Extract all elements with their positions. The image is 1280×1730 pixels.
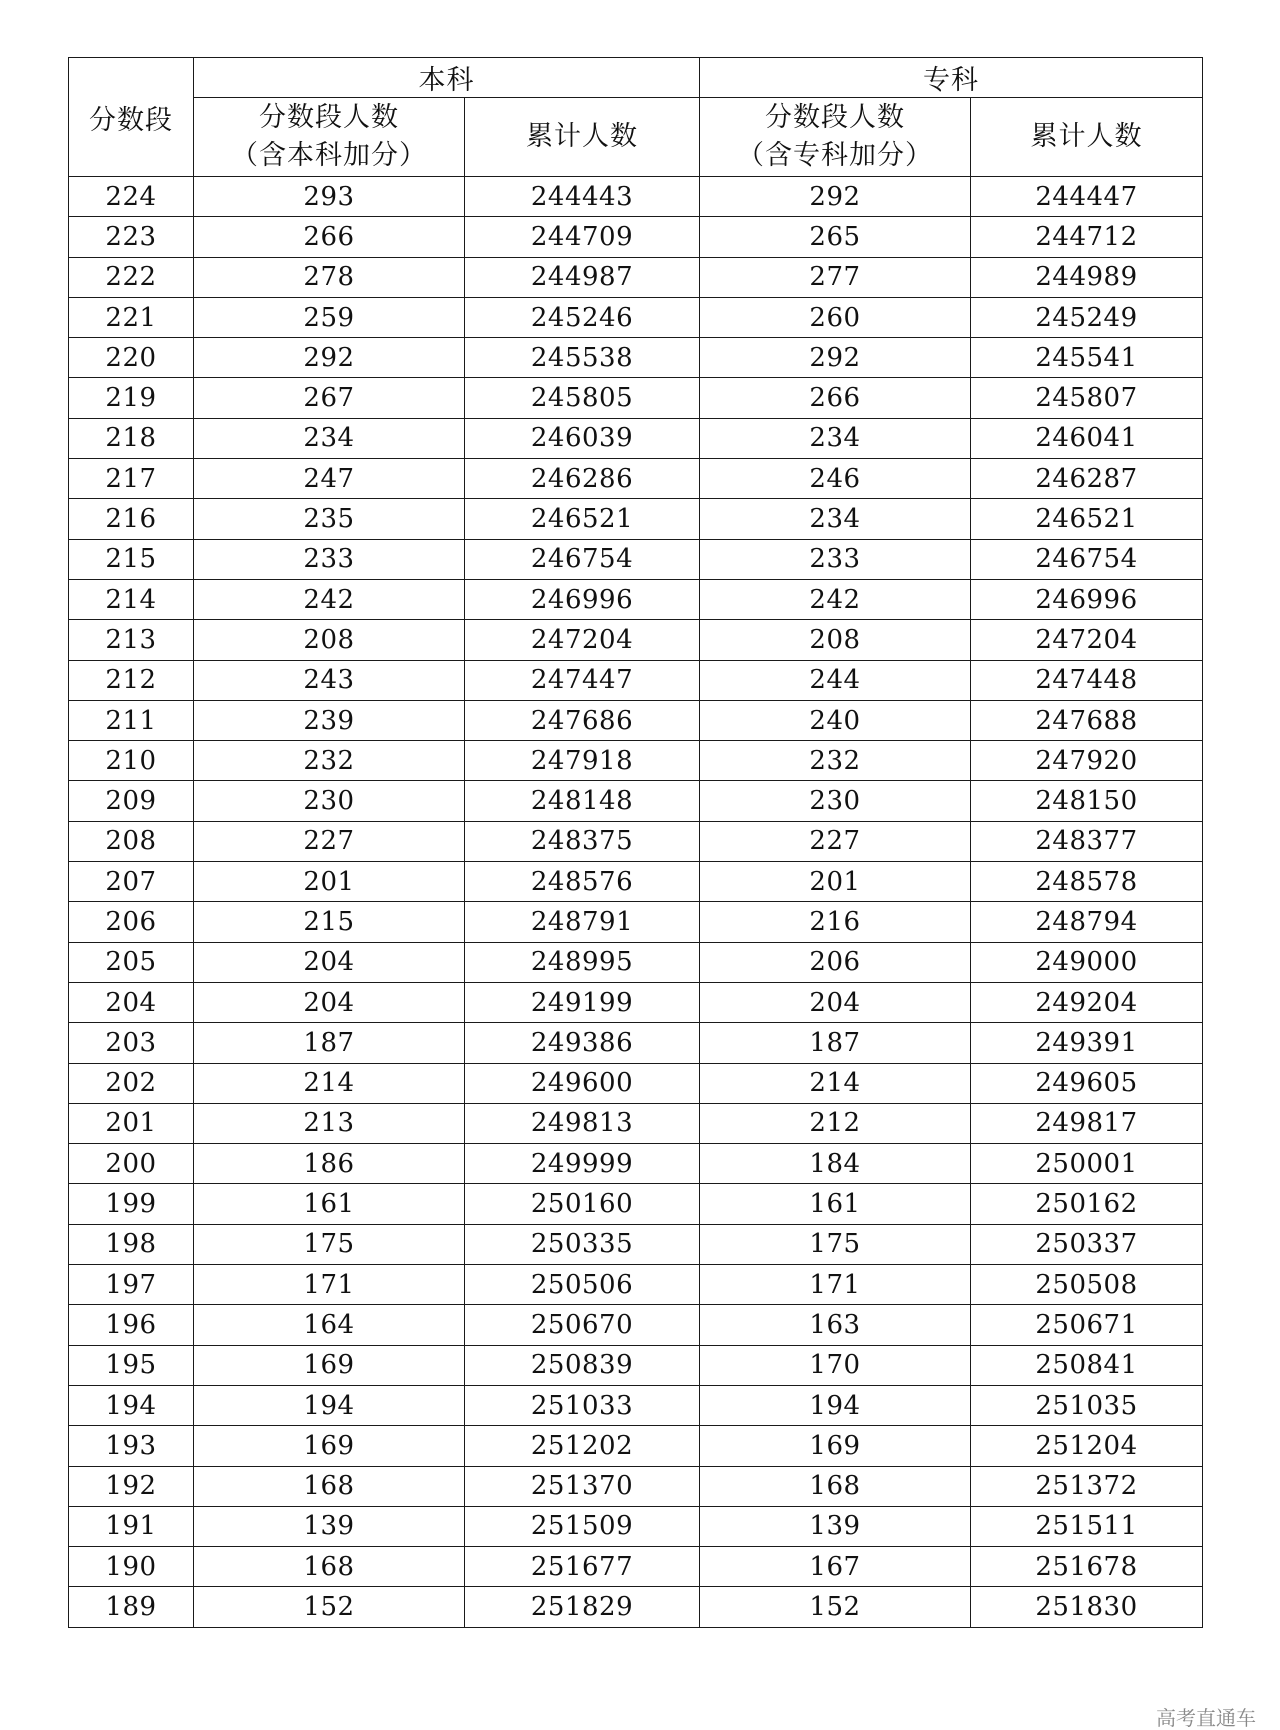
cell-score: 216 [69,499,194,539]
table-body [69,177,1203,1628]
cell-score: 224 [69,177,194,217]
cell-score: 215 [69,539,194,579]
cell-score: 197 [69,1265,194,1305]
cell-score: 195 [69,1345,194,1385]
cell-undergrad-cumulative: 248375 [465,821,700,861]
cell-undergrad-count: 187 [194,1023,465,1063]
cell-junior-count: 246 [700,459,971,499]
table-row [69,338,1203,378]
cell-undergrad-count: 161 [194,1184,465,1224]
cell-undergrad-cumulative: 251829 [465,1587,700,1627]
cell-undergrad-count: 278 [194,257,465,297]
cell-junior-cumulative: 246287 [971,459,1203,499]
table-row [69,781,1203,821]
cell-undergrad-cumulative: 250839 [465,1345,700,1385]
cell-undergrad-cumulative: 246521 [465,499,700,539]
cell-junior-cumulative: 247204 [971,620,1203,660]
cell-junior-count: 212 [700,1103,971,1143]
header-undergrad-group: 本科 [194,58,700,98]
cell-undergrad-count: 214 [194,1063,465,1103]
cell-undergrad-count: 230 [194,781,465,821]
score-distribution-table [68,57,1203,1628]
table-row [69,418,1203,458]
cell-junior-count: 170 [700,1345,971,1385]
cell-undergrad-cumulative: 245538 [465,338,700,378]
cell-score: 221 [69,297,194,337]
cell-junior-cumulative: 249000 [971,942,1203,982]
cell-score: 207 [69,862,194,902]
cell-undergrad-cumulative: 248995 [465,942,700,982]
cell-junior-cumulative: 249817 [971,1103,1203,1143]
table-row [69,1426,1203,1466]
cell-junior-cumulative: 249204 [971,982,1203,1022]
cell-junior-cumulative: 251035 [971,1385,1203,1425]
cell-junior-cumulative: 250337 [971,1224,1203,1264]
cell-undergrad-cumulative: 250670 [465,1305,700,1345]
cell-junior-count: 139 [700,1506,971,1546]
cell-undergrad-cumulative: 246039 [465,418,700,458]
cell-junior-count: 292 [700,338,971,378]
cell-score: 217 [69,459,194,499]
cell-undergrad-cumulative: 246996 [465,579,700,619]
table-row [69,1144,1203,1184]
cell-junior-cumulative: 251372 [971,1466,1203,1506]
cell-undergrad-cumulative: 245805 [465,378,700,418]
cell-undergrad-count: 247 [194,459,465,499]
cell-score: 204 [69,982,194,1022]
cell-junior-cumulative: 248150 [971,781,1203,821]
cell-junior-count: 194 [700,1385,971,1425]
cell-junior-cumulative: 249605 [971,1063,1203,1103]
cell-score: 223 [69,217,194,257]
cell-score: 198 [69,1224,194,1264]
cell-junior-count: 232 [700,741,971,781]
cell-undergrad-cumulative: 248148 [465,781,700,821]
cell-undergrad-cumulative: 245246 [465,297,700,337]
cell-junior-count: 227 [700,821,971,861]
cell-score: 199 [69,1184,194,1224]
cell-junior-cumulative: 251204 [971,1426,1203,1466]
cell-undergrad-cumulative: 249199 [465,982,700,1022]
header-undergrad-count-line1: 分数段人数 [259,102,399,133]
header-junior-count [700,98,971,177]
cell-junior-count: 234 [700,499,971,539]
cell-undergrad-cumulative: 249386 [465,1023,700,1063]
cell-junior-count: 175 [700,1224,971,1264]
table-row [69,1224,1203,1264]
cell-undergrad-cumulative: 250506 [465,1265,700,1305]
table-row [69,620,1203,660]
cell-undergrad-cumulative: 251202 [465,1426,700,1466]
table-row [69,1265,1203,1305]
cell-junior-count: 201 [700,862,971,902]
cell-score: 206 [69,902,194,942]
cell-junior-count: 171 [700,1265,971,1305]
cell-undergrad-count: 194 [194,1385,465,1425]
cell-undergrad-cumulative: 249999 [465,1144,700,1184]
cell-junior-count: 266 [700,378,971,418]
cell-undergrad-count: 186 [194,1144,465,1184]
table-row [69,1345,1203,1385]
cell-undergrad-count: 215 [194,902,465,942]
cell-junior-count: 277 [700,257,971,297]
cell-junior-count: 163 [700,1305,971,1345]
cell-undergrad-cumulative: 251677 [465,1547,700,1587]
cell-undergrad-count: 227 [194,821,465,861]
cell-score: 218 [69,418,194,458]
cell-junior-cumulative: 247448 [971,660,1203,700]
cell-undergrad-count: 204 [194,942,465,982]
cell-junior-cumulative: 250162 [971,1184,1203,1224]
cell-undergrad-count: 234 [194,418,465,458]
cell-junior-count: 260 [700,297,971,337]
cell-junior-count: 265 [700,217,971,257]
cell-junior-cumulative: 244989 [971,257,1203,297]
table-row [69,1305,1203,1345]
cell-undergrad-count: 168 [194,1547,465,1587]
table-row [69,378,1203,418]
watermark-text: 高考直通车 [1156,1706,1256,1730]
header-junior-count-line1: 分数段人数 [765,102,905,133]
header-junior-group: 专科 [700,58,1203,98]
cell-junior-count: 204 [700,982,971,1022]
cell-junior-count: 234 [700,418,971,458]
cell-undergrad-count: 175 [194,1224,465,1264]
cell-undergrad-cumulative: 249600 [465,1063,700,1103]
table-row [69,862,1203,902]
cell-junior-cumulative: 249391 [971,1023,1203,1063]
cell-score: 196 [69,1305,194,1345]
cell-score: 211 [69,700,194,740]
table-row [69,660,1203,700]
header-undergrad-count-line2: （含本科加分） [231,140,427,171]
cell-score: 192 [69,1466,194,1506]
cell-undergrad-cumulative: 249813 [465,1103,700,1143]
cell-undergrad-count: 152 [194,1587,465,1627]
table-row [69,297,1203,337]
cell-undergrad-count: 204 [194,982,465,1022]
cell-undergrad-cumulative: 247918 [465,741,700,781]
cell-score: 210 [69,741,194,781]
cell-junior-cumulative: 246521 [971,499,1203,539]
table-row [69,1184,1203,1224]
cell-undergrad-count: 293 [194,177,465,217]
table-row [69,741,1203,781]
cell-junior-count: 208 [700,620,971,660]
cell-junior-cumulative: 245541 [971,338,1203,378]
table-row [69,700,1203,740]
cell-undergrad-count: 169 [194,1426,465,1466]
header-junior-count-line2: （含专科加分） [737,140,933,171]
table-row [69,217,1203,257]
cell-junior-cumulative: 248794 [971,902,1203,942]
header-undergrad-count [194,98,465,177]
cell-undergrad-cumulative: 246286 [465,459,700,499]
cell-undergrad-cumulative: 251033 [465,1385,700,1425]
table-row [69,821,1203,861]
cell-score: 208 [69,821,194,861]
cell-junior-count: 184 [700,1144,971,1184]
cell-junior-cumulative: 250841 [971,1345,1203,1385]
cell-undergrad-count: 168 [194,1466,465,1506]
cell-score: 212 [69,660,194,700]
cell-score: 191 [69,1506,194,1546]
cell-junior-cumulative: 250508 [971,1265,1203,1305]
cell-junior-cumulative: 244712 [971,217,1203,257]
cell-score: 190 [69,1547,194,1587]
cell-undergrad-count: 139 [194,1506,465,1546]
table-row [69,1023,1203,1063]
cell-undergrad-count: 169 [194,1345,465,1385]
cell-score: 202 [69,1063,194,1103]
cell-undergrad-cumulative: 244443 [465,177,700,217]
table-row [69,1063,1203,1103]
table-row [69,579,1203,619]
cell-undergrad-cumulative: 247447 [465,660,700,700]
cell-junior-count: 216 [700,902,971,942]
cell-junior-count: 161 [700,1184,971,1224]
cell-junior-cumulative: 250001 [971,1144,1203,1184]
table-row [69,1587,1203,1627]
cell-undergrad-cumulative: 246754 [465,539,700,579]
cell-junior-cumulative: 250671 [971,1305,1203,1345]
cell-junior-cumulative: 244447 [971,177,1203,217]
cell-undergrad-count: 201 [194,862,465,902]
cell-undergrad-cumulative: 244709 [465,217,700,257]
header-score-band: 分数段 [69,58,194,177]
cell-junior-cumulative: 247920 [971,741,1203,781]
cell-junior-cumulative: 251511 [971,1506,1203,1546]
table-row [69,1103,1203,1143]
cell-junior-count: 233 [700,539,971,579]
cell-undergrad-cumulative: 244987 [465,257,700,297]
cell-undergrad-cumulative: 248576 [465,862,700,902]
cell-junior-count: 152 [700,1587,971,1627]
cell-undergrad-cumulative: 250335 [465,1224,700,1264]
cell-undergrad-count: 232 [194,741,465,781]
header-undergrad-cumulative: 累计人数 [465,98,700,177]
cell-score: 193 [69,1426,194,1466]
cell-undergrad-cumulative: 247204 [465,620,700,660]
cell-junior-cumulative: 251830 [971,1587,1203,1627]
cell-junior-count: 167 [700,1547,971,1587]
cell-undergrad-cumulative: 248791 [465,902,700,942]
table-row [69,942,1203,982]
table-row [69,459,1203,499]
cell-junior-cumulative: 247688 [971,700,1203,740]
cell-junior-cumulative: 248377 [971,821,1203,861]
cell-junior-count: 240 [700,700,971,740]
cell-undergrad-cumulative: 247686 [465,700,700,740]
cell-score: 219 [69,378,194,418]
cell-score: 220 [69,338,194,378]
cell-undergrad-count: 292 [194,338,465,378]
cell-score: 205 [69,942,194,982]
cell-undergrad-cumulative: 251370 [465,1466,700,1506]
cell-junior-count: 244 [700,660,971,700]
header-junior-cumulative: 累计人数 [971,98,1203,177]
cell-undergrad-count: 243 [194,660,465,700]
cell-junior-count: 230 [700,781,971,821]
cell-undergrad-count: 266 [194,217,465,257]
table-row [69,1506,1203,1546]
cell-score: 213 [69,620,194,660]
cell-junior-count: 214 [700,1063,971,1103]
cell-junior-count: 187 [700,1023,971,1063]
cell-undergrad-count: 171 [194,1265,465,1305]
cell-undergrad-count: 242 [194,579,465,619]
cell-undergrad-count: 164 [194,1305,465,1345]
cell-undergrad-count: 239 [194,700,465,740]
cell-score: 222 [69,257,194,297]
cell-junior-count: 206 [700,942,971,982]
cell-undergrad-count: 235 [194,499,465,539]
cell-junior-cumulative: 246996 [971,579,1203,619]
table-row [69,902,1203,942]
table-row [69,499,1203,539]
cell-junior-cumulative: 251678 [971,1547,1203,1587]
cell-score: 209 [69,781,194,821]
cell-junior-count: 242 [700,579,971,619]
table-row [69,1547,1203,1587]
table-row [69,982,1203,1022]
table-row [69,1385,1203,1425]
cell-score: 194 [69,1385,194,1425]
cell-junior-count: 292 [700,177,971,217]
cell-junior-cumulative: 245249 [971,297,1203,337]
cell-undergrad-count: 213 [194,1103,465,1143]
cell-junior-cumulative: 246754 [971,539,1203,579]
cell-junior-cumulative: 245807 [971,378,1203,418]
cell-undergrad-count: 267 [194,378,465,418]
cell-score: 200 [69,1144,194,1184]
cell-undergrad-count: 259 [194,297,465,337]
cell-undergrad-count: 208 [194,620,465,660]
cell-junior-count: 168 [700,1466,971,1506]
cell-score: 214 [69,579,194,619]
cell-junior-cumulative: 246041 [971,418,1203,458]
cell-undergrad-count: 233 [194,539,465,579]
cell-score: 203 [69,1023,194,1063]
table-row [69,257,1203,297]
table-row [69,539,1203,579]
cell-score: 189 [69,1587,194,1627]
table-row [69,1466,1203,1506]
cell-undergrad-cumulative: 250160 [465,1184,700,1224]
table-row [69,177,1203,217]
cell-junior-count: 169 [700,1426,971,1466]
cell-junior-cumulative: 248578 [971,862,1203,902]
cell-undergrad-cumulative: 251509 [465,1506,700,1546]
cell-score: 201 [69,1103,194,1143]
